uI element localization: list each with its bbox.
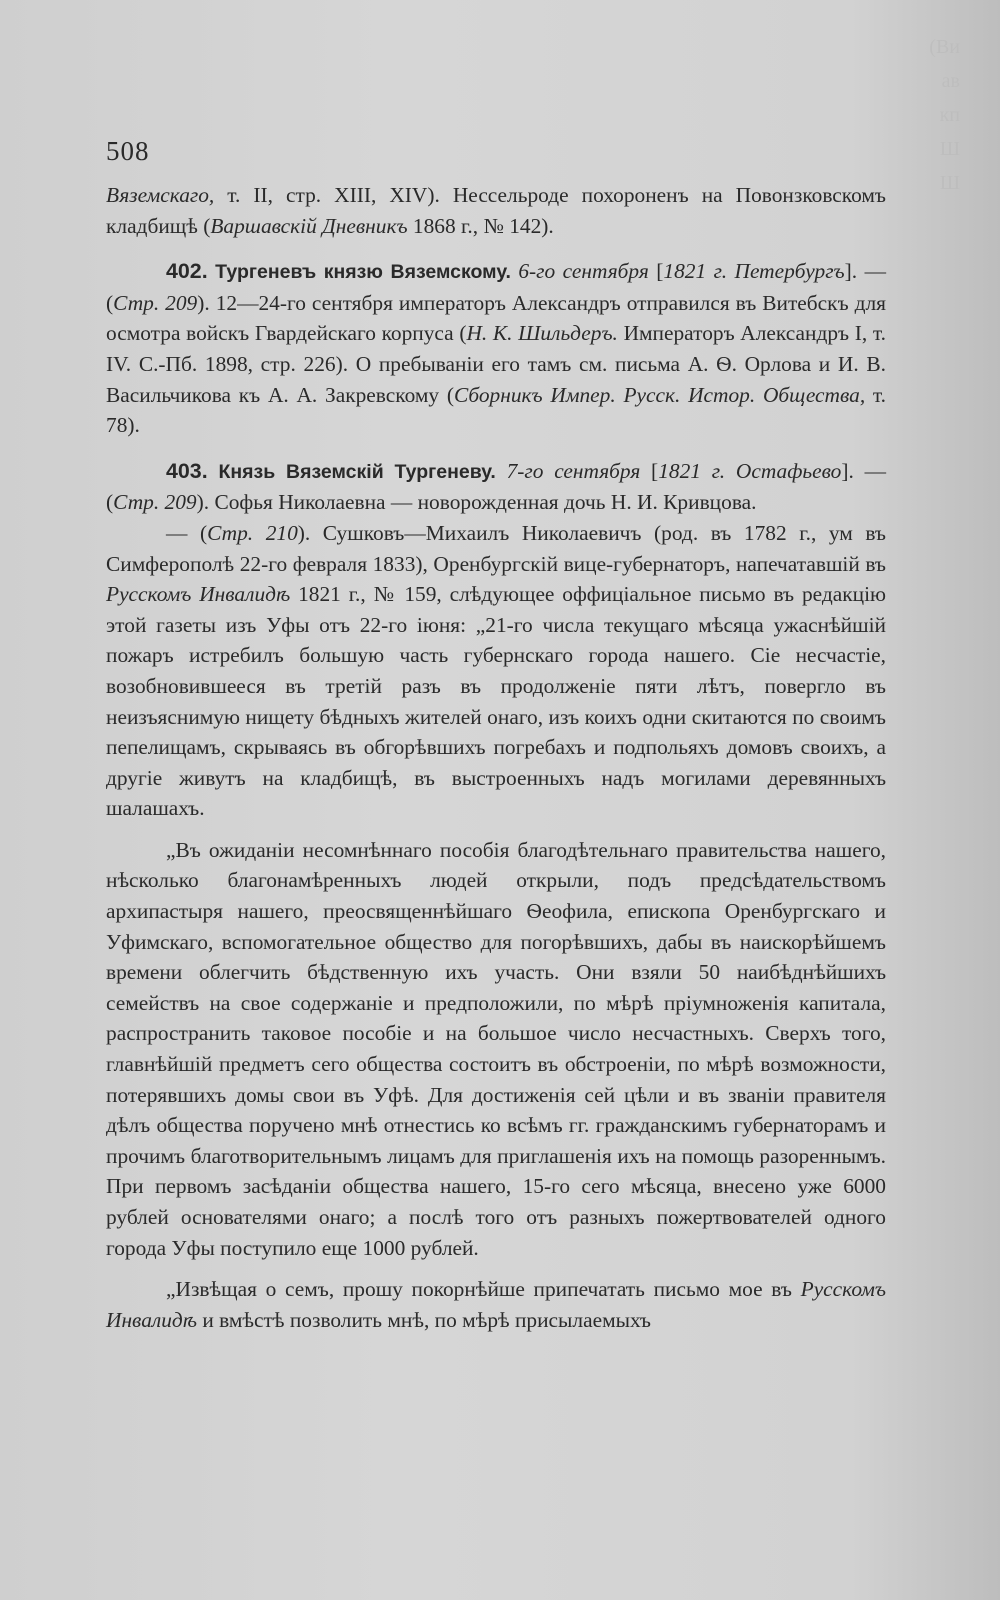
intro-paragraph <box>106 180 886 241</box>
source-italic: Н. К. Шильдеръ. <box>466 321 618 346</box>
intro-italic: Вяземскаго, <box>106 183 215 207</box>
ref-prefix: — ( <box>106 458 886 515</box>
paragraph-sushkov <box>106 518 886 824</box>
entry-text: Императоръ Александръ I, т. IV. С.-Пб. 1898, стр. 226). О пребываніи его тамъ см. письма А. Ѳ. Орлова и И. В. Васильчикова къ А. А. Закревскому ( <box>106 321 886 407</box>
page-ref: Стр. 210 <box>207 520 298 545</box>
bleed-mark: Ш <box>939 138 960 160</box>
bleed-mark: ав <box>941 70 960 92</box>
paragraph-society: „Въ ожиданіи несомнѣннаго пособія благодѣтельнаго правительства нашего, нѣсколько благонамѣренныхъ людей открыли, подъ предсѣдательствомъ архипастыря нашего, преосвященнѣйшаго Ѳеофила, епископа Оренбургскаго и Уфимскаго, вспомогательное общество для погорѣвшихъ, дабы въ наискорѣйшемъ времени облегчить бѣдственную ихъ участь. Они взяли 50 наибѣднѣйшихъ семействъ на свое содержаніе и предположили, по мѣрѣ пріумноженія капитала, распространить таковое пособіе и на большое число несчастныхъ. Сверхъ того, главнѣйшій предметъ сего общества состоитъ въ обстроеніи, по мѣрѣ возможности, потерявшихъ домы свои въ Уфѣ. Для достиженія сей цѣли и въ званіи правителя дѣлъ общества поручено мнѣ отнестись ко всѣмъ гг. гражданскимъ губернаторамъ и прочимъ благотворительнымъ лицамъ для приглашенія ихъ на помощь разореннымъ. При первомъ засѣданіи общества нашего, 15-го сего мѣсяца, внесено уже 6000 рублей основателями онаго; а послѣ того отъ разныхъ пожертвователей одного города Уфы поступило еще 1000 рублей. <box>106 837 886 1260</box>
intro-text: 1868 г., № 142). <box>407 213 554 238</box>
bracket: ]. <box>844 259 858 284</box>
bleed-mark: кп <box>939 104 960 126</box>
entry-number: 403. <box>166 458 208 483</box>
bleed-mark: (Ви <box>929 36 960 58</box>
entry-place: 1821 г. Остафьево <box>658 458 842 483</box>
entry-text: ). Софья Николаевна — новорожденная дочь Н. И. Кривцова. <box>196 490 757 515</box>
entry-title: Князь Вяземскій Тургеневу. <box>207 460 496 483</box>
entry-date: 7-го сентября <box>495 458 641 483</box>
entry-402 <box>106 256 886 441</box>
intro-italic: Варшавскій Дневникъ <box>210 213 408 238</box>
page-number: 508 <box>106 136 150 166</box>
bracket: ]. <box>841 458 854 483</box>
entry-number: 402. <box>166 259 208 284</box>
intro-text: т. II, стр. XIII, XIV). Нессельроде похороненъ на Повонзковскомъ кладбищѣ ( <box>106 183 886 238</box>
paragraph-text: ). Сушковъ—Михаилъ Николаевичъ (род. въ 1782 г., ум въ Симферополѣ 22-го февраля 1833), Оренбургскій вице-губернаторъ, напечатавшій въ <box>106 520 886 576</box>
ref-prefix: — ( <box>106 259 886 315</box>
entry-date: 6-го сентября <box>510 259 649 284</box>
ref-prefix: — ( <box>166 520 208 545</box>
page-ref: Стр. 209 <box>113 290 198 315</box>
source-italic: Сборникъ Импер. Русск. Истор. Общества, <box>453 382 866 407</box>
paragraph-text: 1821 г., № 159, слѣдующее оффиціальное письмо въ редакцію этой газеты изъ Уфы отъ 22-го іюня: „21-го числа текущаго мѣсяца ужаснѣйшій пожаръ истребилъ большую часть губернскаго города нашего. Сіе несчастіе, возобновившееся въ третій разъ въ продолженіе пяти лѣтъ, повергло въ неизъяснимую нищету бѣдныхъ жителей онаго, изъ коихъ одни скитаются по своимъ пепелищамъ, скрываясь въ обгорѣвшихъ погребахъ и подпольяхъ домовъ своихъ, а другіе живутъ на кладбищѣ, въ выстроенныхъ надъ могилами деревянныхъ шалашахъ. <box>106 582 886 821</box>
bracket: [ <box>640 458 659 483</box>
bracket: [ <box>648 259 664 284</box>
source-italic: Русскомъ Инвалидѣ <box>106 582 291 607</box>
paragraph-text: „Извѣщая о семъ, прошу покорнѣйше припечатать письмо мое въ <box>166 1277 801 1302</box>
entry-text: т. 78). <box>106 382 887 438</box>
entry-text: ). 12—24-го сентября императоръ Александръ отправился въ Витебскъ для осмотра войскъ Гвардейскаго корпуса ( <box>106 290 886 346</box>
entry-title: Тургеневъ князю Вяземскому. <box>207 261 511 284</box>
entry-place: 1821 г. Петербургъ <box>663 259 845 284</box>
source-italic: Русскомъ Инвалидѣ <box>106 1277 886 1332</box>
entry-403 <box>106 456 886 518</box>
page-ref: Стр. 209 <box>113 490 197 515</box>
bleed-mark: Ш <box>939 172 960 194</box>
paragraph-request <box>106 1274 886 1335</box>
paragraph-text: и вмѣстѣ позволить мнѣ, по мѣрѣ присылаемыхъ <box>197 1307 651 1332</box>
body-text <box>106 180 886 1335</box>
